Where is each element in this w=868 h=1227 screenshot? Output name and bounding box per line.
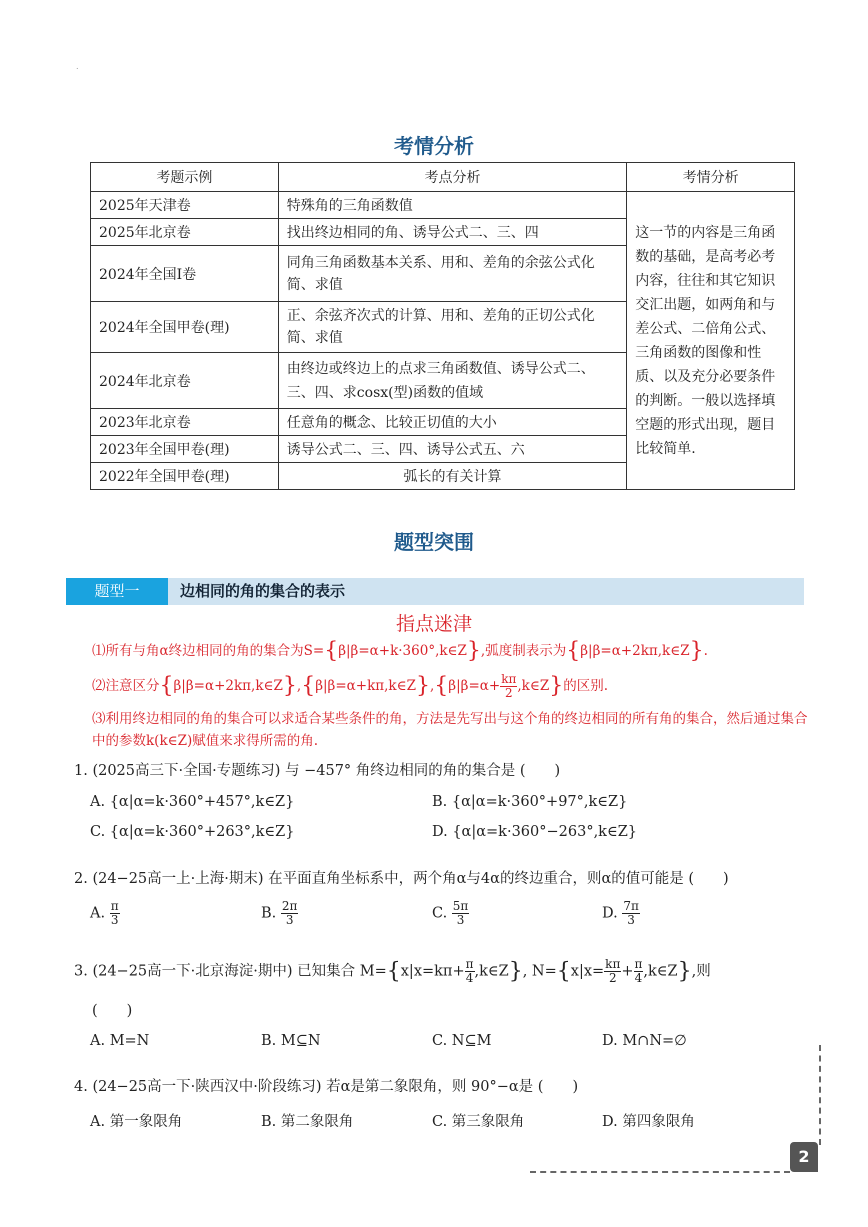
corner-mark: .: [76, 62, 79, 71]
fraction: $\frac{k\pi}{2}$: [501, 672, 517, 700]
page-number-badge: 2: [790, 1142, 818, 1172]
question-3-option-d[interactable]: D. M∩N=∅: [602, 1033, 687, 1049]
question-1-option-c[interactable]: C. {α|α=k·360°+263°,k∈Z}: [90, 824, 295, 840]
table-cell-point: 正、余弦齐次式的计算、用和、差角的正切公式化简、求值: [278, 302, 626, 353]
fraction: $\frac{k\pi}{2}$: [605, 957, 621, 985]
table-row: [91, 192, 795, 219]
question-1-stem: 1. (2025高三下·全国·专题练习) 与 −457° 角终边相同的角的集合是 ( ): [74, 763, 561, 779]
fraction: $\frac{5\pi}{3}$: [452, 899, 469, 927]
exam-analysis-table: [90, 162, 795, 490]
table-cell-exam: 2024年北京卷: [91, 353, 279, 409]
page-border-dashed-vertical: [819, 1045, 821, 1145]
question-4-option-d[interactable]: D. 第四象限角: [602, 1114, 695, 1130]
type-banner-title: 边相同的角的集合的表示: [180, 582, 346, 600]
table-cell-point: 由终边或终边上的点求三角函数值、诱导公式二、三、四、求cosx(型)函数的值域: [278, 353, 626, 409]
table-cell-analysis: 这一节的内容是三角函数的基础，是高考必考内容，往往和其它知识交汇出题，如两角和与差公式、二倍角公式、三角函数的图像和性质、以及充分必要条件的判断。一般以选择填空题的形式出现，题目比较简单.: [627, 192, 795, 490]
table-cell-point: 特殊角的三角函数值: [278, 192, 626, 219]
question-4-option-b[interactable]: B. 第二象限角: [261, 1114, 354, 1130]
table-cell-exam: 2023年全国甲卷(理): [91, 436, 279, 463]
question-3-stem: 3. (24−25高一下·北京海淀·期中) 已知集合 M={x|x=kπ+ $\frac{\pi}{4}$ ,k∈Z}, N={x|x= $\frac{k\pi}{2}$ + $\frac{\pi}{4}$ ,k∈Z},则: [74, 957, 711, 985]
table-cell-exam: 2025年北京卷: [91, 219, 279, 246]
question-2-option-a[interactable]: A. $\frac{\pi}{3}$: [90, 899, 119, 927]
table-header-row: [91, 163, 795, 192]
table-cell-exam: 2023年北京卷: [91, 409, 279, 436]
fraction: $\frac{\pi}{4}$: [634, 957, 643, 985]
question-2-option-d[interactable]: D. $\frac{7\pi}{3}$: [602, 899, 639, 927]
table-cell-point: 同角三角函数基本关系、用和、差角的余弦公式化简、求值: [278, 246, 626, 302]
question-4-stem: 4. (24−25高一下·陕西汉中·阶段练习) 若α是第二象限角，则 90°−α是 ( ): [74, 1079, 579, 1095]
question-3-answer-paren: ( ): [92, 1003, 133, 1019]
table-cell-exam: 2022年全国甲卷(理): [91, 463, 279, 490]
question-2-option-b[interactable]: B. $\frac{2\pi}{3}$: [261, 899, 298, 927]
table-cell-exam: 2024年全国甲卷(理): [91, 302, 279, 353]
fraction: $\frac{2\pi}{3}$: [281, 899, 298, 927]
table-header-cell: 考情分析: [627, 163, 795, 192]
question-2-option-c[interactable]: C. $\frac{5\pi}{3}$: [432, 899, 469, 927]
question-1-option-a[interactable]: A. {α|α=k·360°+457°,k∈Z}: [90, 794, 295, 810]
table-header-cell: 考题示例: [91, 163, 279, 192]
question-1-option-d[interactable]: D. {α|α=k·360°−263°,k∈Z}: [432, 824, 637, 840]
fraction: $\frac{\pi}{4}$: [465, 957, 474, 985]
table-cell-exam: 2024年全国Ⅰ卷: [91, 246, 279, 302]
question-3-option-a[interactable]: A. M=N: [90, 1033, 150, 1049]
section-title-types: 题型突围: [394, 530, 474, 554]
tips-title: 指点迷津: [395, 613, 472, 635]
section-title-analysis: 考情分析: [394, 134, 474, 158]
tip-1: ⑴所有与角α终边相同的角的集合为S={β|β=α+k·360°,k∈Z},弧度制表示为{β|β=α+2kπ,k∈Z}.: [92, 638, 708, 664]
type-banner-tag: 题型一: [66, 578, 168, 605]
type-banner: [66, 578, 804, 605]
question-2-stem: 2. (24−25高一上·上海·期末) 在平面直角坐标系中，两个角α与4α的终边重合，则α的值可能是 ( ): [74, 871, 729, 887]
question-3-option-b[interactable]: B. M⊆N: [261, 1033, 321, 1049]
fraction: $\frac{7\pi}{3}$: [623, 899, 639, 927]
tip-3: ⑶利用终边相同的角的集合可以求适合某些条件的角，方法是先写出与这个角的终边相同的所有角的集合，然后通过集合中的参数k(k∈Z)赋值来求得所需的角.: [92, 711, 808, 749]
question-1-option-b[interactable]: B. {α|α=k·360°+97°,k∈Z}: [432, 794, 628, 810]
table-cell-point: 诱导公式二、三、四、诱导公式五、六: [278, 436, 626, 463]
table-cell-point: 找出终边相同的角、诱导公式二、三、四: [278, 219, 626, 246]
fraction: $\frac{\pi}{3}$: [110, 899, 119, 927]
table-cell-exam: 2025年天津卷: [91, 192, 279, 219]
table-cell-point: 任意角的概念、比较正切值的大小: [278, 409, 626, 436]
question-3-option-c[interactable]: C. N⊆M: [432, 1033, 492, 1049]
question-4-option-a[interactable]: A. 第一象限角: [90, 1114, 183, 1130]
table-cell-point: 弧长的有关计算: [278, 463, 626, 490]
question-4-option-c[interactable]: C. 第三象限角: [432, 1114, 525, 1130]
table-header-cell: 考点分析: [278, 163, 626, 192]
tip-2: ⑵注意区分{β|β=α+2kπ,k∈Z},{β|β=α+kπ,k∈Z},{β|β=α+ $\frac{k\pi}{2}$ ,k∈Z}的区别.: [92, 672, 609, 700]
page-border-dashed-horizontal: [530, 1171, 790, 1173]
